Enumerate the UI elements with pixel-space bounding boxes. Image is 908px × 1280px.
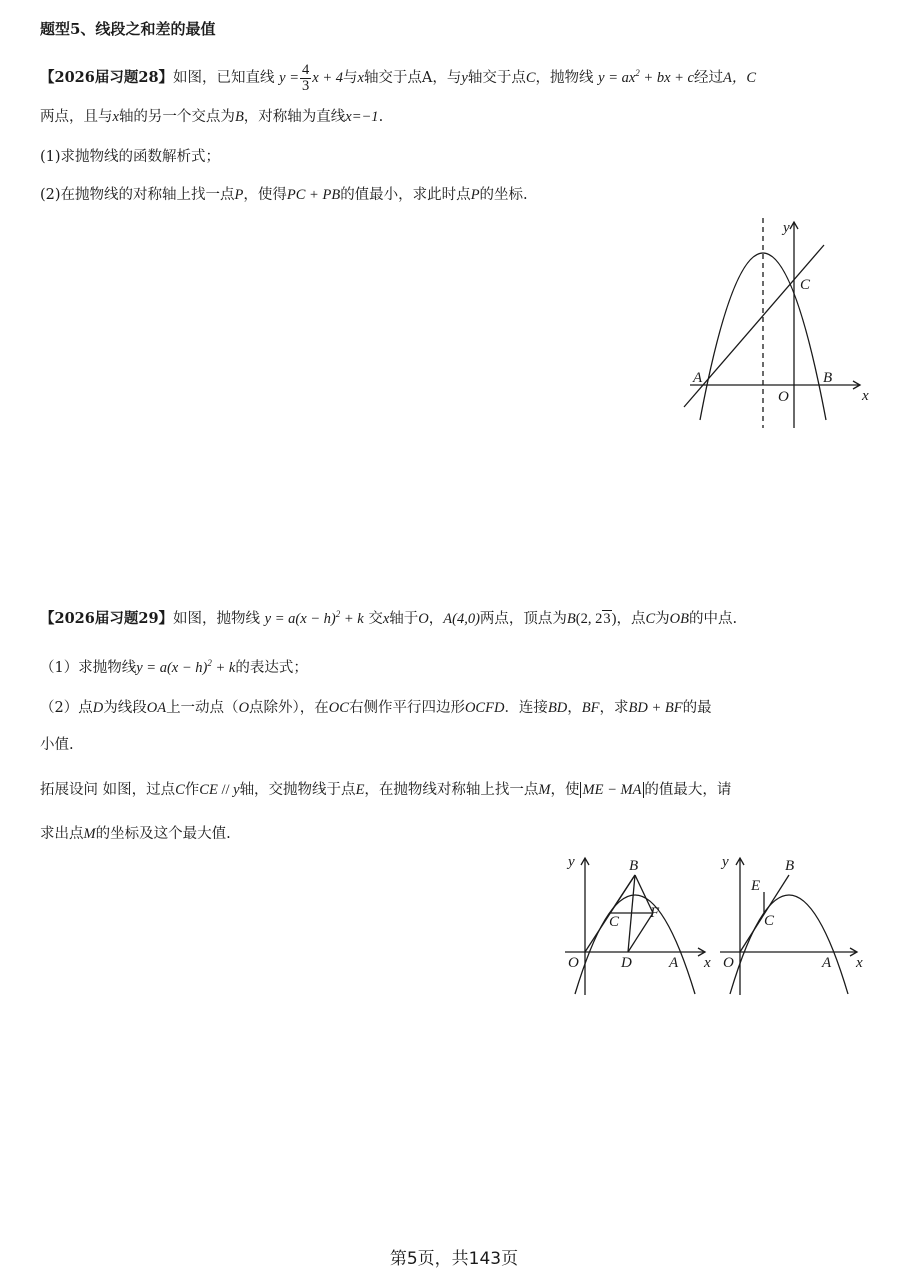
- text: 的表达式；: [235, 659, 308, 676]
- eq-part: y = a(x − h): [136, 659, 208, 676]
- text: 为线段: [103, 700, 147, 716]
- problem-29-line-1: [40, 603, 737, 630]
- expression-pc-pb: PC + PB: [286, 187, 341, 203]
- label-y: y: [783, 220, 790, 236]
- equation-parabola: [598, 70, 694, 86]
- abs-expression: ME − MA: [580, 782, 645, 798]
- text: 交: [368, 610, 383, 627]
- figure-29: [560, 850, 720, 1000]
- label-b: B: [629, 858, 639, 874]
- eq-part: + k: [211, 659, 236, 676]
- page-footer: 第5页，共143页: [389, 1249, 519, 1269]
- equation-line: [279, 62, 343, 94]
- point-b: B: [234, 109, 244, 125]
- parallelogram-ocfd: OCFD: [464, 700, 505, 716]
- label-x: x: [856, 955, 863, 971]
- text: 轴的另一个交点为: [118, 109, 235, 125]
- coord-part: ): [611, 610, 617, 627]
- problem-29-extension-cont: [40, 823, 231, 845]
- superscript: 2: [635, 68, 640, 78]
- problem-29-extension: [40, 779, 731, 801]
- text: 两点，顶点为: [479, 610, 567, 627]
- text: 作: [184, 782, 200, 798]
- points-ac: A，C: [723, 69, 757, 86]
- text: .: [378, 109, 384, 125]
- text: (2)在抛物线的对称轴上找一点: [40, 187, 235, 203]
- figure-28: [670, 210, 880, 435]
- problem-29-question-1: [40, 652, 308, 679]
- label-c: C: [764, 913, 775, 929]
- point-p: P: [234, 187, 244, 203]
- text: （1）求抛物线: [40, 659, 137, 676]
- label-o: O: [723, 955, 734, 971]
- text: 的值最小，求此时点: [340, 187, 471, 203]
- eq-part: y = ax: [598, 69, 636, 86]
- fraction: [300, 63, 311, 94]
- text: 的最: [682, 700, 712, 716]
- point-m: M: [83, 826, 96, 842]
- text: 上一动点（: [166, 700, 239, 716]
- text: 轴于: [389, 610, 419, 627]
- point-b: B: [566, 610, 576, 627]
- eq-part: + bx + c: [639, 69, 694, 86]
- segment-ob: OB: [669, 610, 689, 627]
- label-b: B: [785, 858, 795, 874]
- point-d: D: [92, 700, 104, 716]
- section-title: 题型5、线段之和差的最值: [40, 20, 216, 38]
- var-x: x: [357, 69, 364, 86]
- label-d: D: [621, 955, 632, 971]
- superscript: 2: [207, 658, 212, 668]
- text: ，抛物线: [535, 69, 594, 86]
- axis-equation: x=−1: [345, 109, 379, 125]
- label-a: A: [693, 370, 703, 386]
- label-a: A: [822, 955, 832, 971]
- line-ac: [684, 245, 824, 407]
- problem-29-tag: 【2026届习题29】: [40, 609, 174, 627]
- segment-ce: CE: [199, 782, 218, 798]
- parabola: [575, 895, 695, 994]
- text: （2）点: [40, 700, 93, 716]
- equation-parabola-29b: [136, 660, 235, 676]
- point-p: P: [470, 187, 480, 203]
- text: 点除外），在: [249, 700, 329, 716]
- label-b: B: [823, 370, 833, 386]
- sqrt: 3: [603, 610, 611, 627]
- text: 的中点.: [688, 610, 738, 627]
- point-e: E: [355, 782, 365, 798]
- fraction-denominator: 3: [302, 78, 310, 94]
- label-c: C: [800, 277, 811, 293]
- text: ，: [428, 610, 444, 627]
- label-o: O: [778, 389, 789, 405]
- text: 轴交于点A，与: [363, 69, 462, 86]
- eq-part: x + 4: [312, 69, 343, 86]
- parallel-symbol: //: [217, 782, 234, 798]
- segment-oa: OA: [146, 700, 167, 716]
- point-o: O: [418, 610, 429, 627]
- problem-28-line-2: [40, 106, 383, 128]
- vertex-coord: [576, 610, 617, 627]
- segment-oc: OC: [328, 700, 349, 716]
- text: ，点: [616, 610, 646, 627]
- problem-28-tag: 【2026届习题28】: [40, 68, 174, 86]
- problem-29-question-2: [40, 697, 712, 719]
- label-e: E: [751, 878, 761, 894]
- parabola: [730, 895, 848, 994]
- text: ，使得: [243, 187, 287, 203]
- superscript: 2: [335, 609, 341, 619]
- point-c: C: [175, 782, 185, 798]
- problem-28-question-2: [40, 184, 528, 206]
- label-y: y: [722, 854, 729, 870]
- text: 拓展设问 如图，过点: [40, 782, 176, 798]
- problem-29-question-2-cont: 小值.: [40, 737, 74, 753]
- label-c: C: [609, 914, 620, 930]
- text: 轴，交抛物线于点: [239, 782, 356, 798]
- text: ，使: [550, 782, 580, 798]
- text: ，: [567, 700, 582, 716]
- label-a: A: [669, 955, 679, 971]
- point-c: C: [645, 610, 656, 627]
- label-o: O: [568, 955, 579, 971]
- text: 为: [655, 610, 670, 627]
- text: ，对称轴为直线: [243, 109, 346, 125]
- text: 与: [343, 69, 358, 86]
- text: 的值最大，请: [644, 782, 732, 798]
- segment-bc-diag: [610, 875, 635, 913]
- problem-28-question-1: (1)求抛物线的函数解析式；: [40, 149, 221, 165]
- point-o: O: [238, 700, 250, 716]
- label-x: x: [862, 388, 869, 404]
- text: 两点，且与: [40, 109, 113, 125]
- point-m: M: [538, 782, 551, 798]
- text: 轴交于点: [467, 69, 526, 86]
- eq-part: y =: [279, 69, 300, 86]
- label-y: y: [568, 854, 575, 870]
- segment-bd: BD: [547, 700, 568, 716]
- var-y: y: [461, 69, 468, 86]
- figure-29-extension: [712, 850, 872, 1000]
- expression-bd-bf: BD + BF: [628, 700, 683, 716]
- segment-bf: BF: [581, 700, 600, 716]
- text: 右侧作平行四边形: [348, 700, 465, 716]
- eq-part: + k: [340, 610, 364, 627]
- label-f: F: [650, 905, 660, 921]
- label-x: x: [704, 955, 711, 971]
- var-x: x: [112, 109, 119, 125]
- equation-parabola-29: [265, 611, 364, 627]
- fraction-numerator: 4: [302, 62, 310, 78]
- text: ，求: [599, 700, 629, 716]
- var-x: x: [382, 610, 390, 627]
- point-a: A(4,0): [443, 610, 480, 627]
- point-c: C: [525, 69, 536, 86]
- coord-part: (2, 2: [575, 610, 603, 627]
- text: 如图，抛物线: [173, 610, 261, 627]
- text: 的坐标及这个最大值.: [95, 826, 231, 842]
- text: 的坐标.: [479, 187, 528, 203]
- text: 经过: [694, 69, 723, 86]
- var-y: y: [233, 782, 240, 798]
- problem-28-line-1: [40, 62, 756, 94]
- eq-part: y = a(x − h): [264, 610, 336, 627]
- text: ．连接: [504, 700, 548, 716]
- text: ，在抛物线对称轴上找一点: [364, 782, 539, 798]
- text: 求出点: [40, 826, 84, 842]
- text: 如图，已知直线: [173, 69, 275, 86]
